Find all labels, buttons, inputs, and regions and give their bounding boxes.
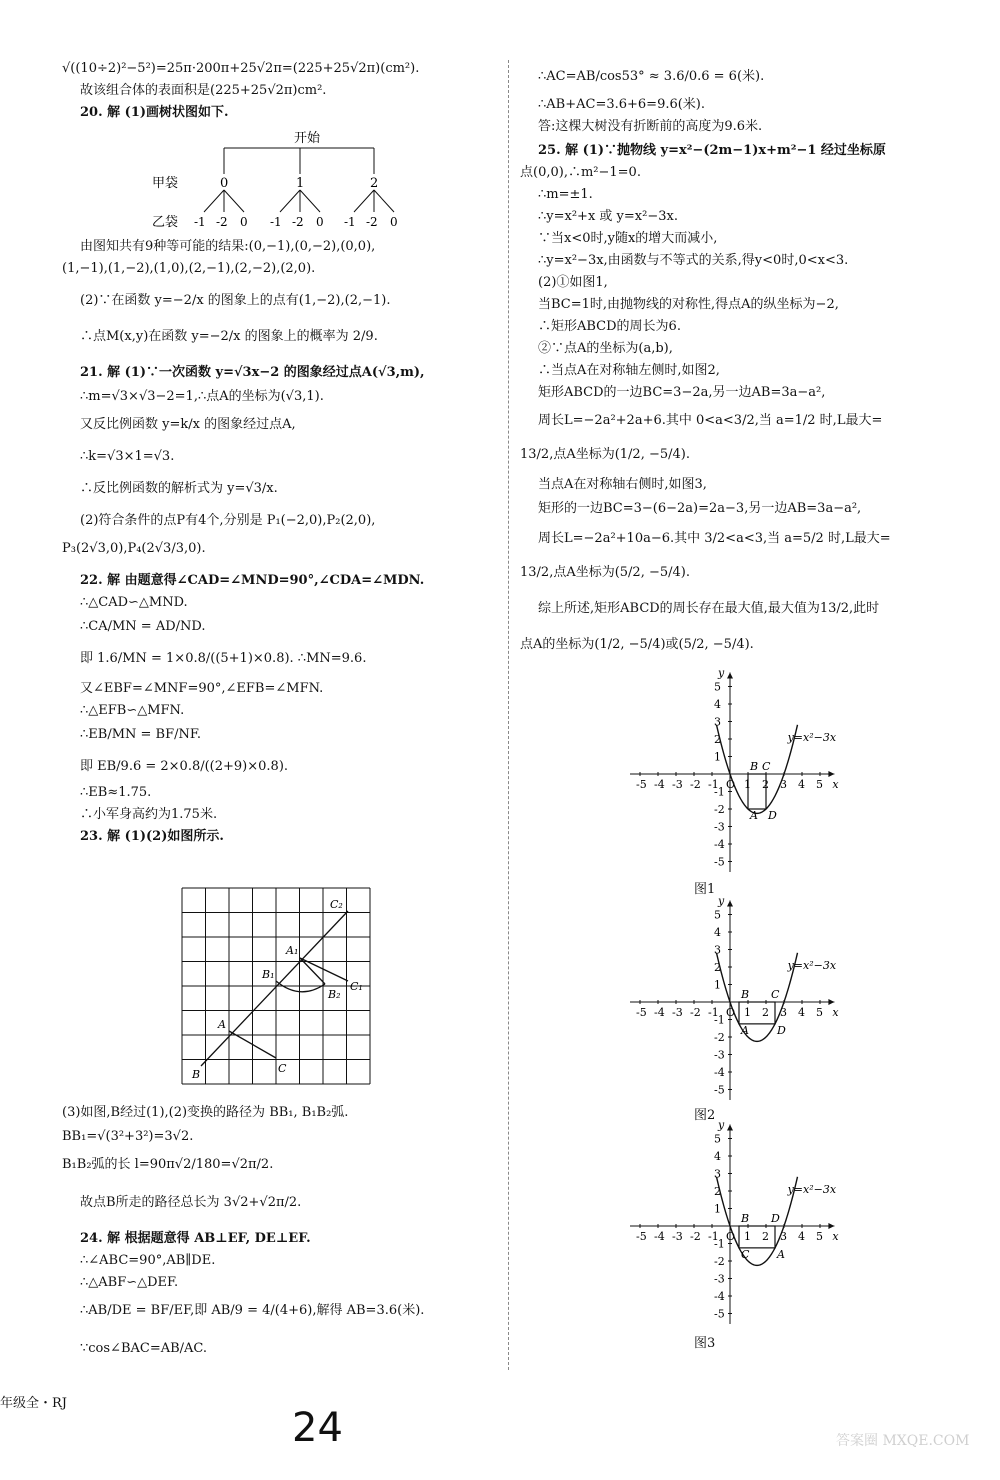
y-axis-label: y <box>718 1120 725 1132</box>
x-axis-label: x <box>832 1230 839 1243</box>
x-tick-label: 1 <box>744 778 751 791</box>
y-tick-label: -4 <box>714 838 725 851</box>
y-tick-label: 4 <box>714 698 721 711</box>
function-label: y=x²−3x <box>787 730 837 744</box>
point-label: C₁ <box>350 980 363 993</box>
svg-text:-2: -2 <box>216 215 228 229</box>
y-tick-label: 1 <box>714 750 721 764</box>
text-line: ∴矩形ABCD的周长为6. <box>538 319 681 334</box>
y-tick-label: -2 <box>714 1255 725 1268</box>
y-tick-label: -1 <box>714 1013 725 1027</box>
y-tick-label: 2 <box>714 961 721 974</box>
problem-20-heading: 20. 解 (1)画树状图如下. <box>80 105 229 120</box>
point-label: D <box>771 1212 780 1225</box>
x-tick-label: -4 <box>654 1006 665 1019</box>
x-axis-label: x <box>832 1006 839 1019</box>
text-line: B₁B₂弧的长 l=90π√2/180=√2π/2. <box>62 1157 274 1172</box>
text-line: 答:这棵大树没有折断前的高度为9.6米. <box>538 119 763 134</box>
x-tick-label: 1 <box>744 1006 751 1019</box>
text-line: (2)①如图1, <box>538 275 608 290</box>
text-line: ∴m=±1. <box>538 187 593 202</box>
text-line: BB₁=√(3²+3²)=3√2. <box>62 1129 194 1144</box>
parabola-graph-3 <box>630 1120 850 1332</box>
page-number: 24 <box>292 1405 343 1451</box>
text-line: ∴当点A在对称轴左侧时,如图2, <box>538 363 720 378</box>
x-tick-label: -2 <box>690 1230 701 1243</box>
watermark-logo <box>830 1405 990 1475</box>
text-line: ∴EB/MN = BF/NF. <box>80 727 201 742</box>
point-label: A₁ <box>286 944 299 957</box>
text-line: ∴∠ABC=90°,AB∥DE. <box>80 1253 216 1268</box>
tree-diagram <box>152 130 412 240</box>
y-tick-label: -4 <box>714 1066 725 1079</box>
parabola-graph-2 <box>630 896 850 1108</box>
x-tick-label: 2 <box>762 1006 769 1019</box>
y-tick-label: 1 <box>714 978 721 992</box>
figure-caption: 图2 <box>694 1108 716 1123</box>
y-tick-label: 4 <box>714 926 721 939</box>
x-tick-label: -4 <box>654 778 665 791</box>
function-label: y=x²−3x <box>787 1182 837 1196</box>
x-tick-label: -2 <box>690 778 701 791</box>
text-line: 13/2,点A坐标为(5/2, −5/4). <box>520 565 690 580</box>
y-axis-label: y <box>718 668 725 680</box>
text-line: √((10÷2)²−5²)=25π·200π+25√2π=(225+25√2π)(cm²). <box>62 61 420 76</box>
text-line: ∴△ABF∽△DEF. <box>80 1275 179 1290</box>
x-tick-label: O <box>726 1230 736 1243</box>
x-tick-label: -5 <box>636 1230 647 1243</box>
y-tick-label: -1 <box>714 785 725 799</box>
svg-text:0: 0 <box>240 215 248 229</box>
y-axis-arrow-icon <box>727 901 733 907</box>
text-line: 故点B所走的路径总长为 3√2+√2π/2. <box>80 1195 302 1210</box>
tree-bag1-label: 甲袋 <box>152 176 179 191</box>
x-axis-arrow-icon <box>828 1223 834 1229</box>
tree-bag2-label: 乙袋 <box>152 215 179 230</box>
column-divider <box>508 60 509 1370</box>
text-line: (2)符合条件的点P有4个,分别是 P₁(−2,0),P₂(2,0), <box>80 513 376 528</box>
text-line: (2)∵在函数 y=−2/x 的图象上的点有(1,−2),(2,−1). <box>80 293 391 308</box>
tree-node: 1 <box>296 176 305 191</box>
x-tick-label: -1 <box>708 1006 719 1019</box>
x-tick-label: -5 <box>636 778 647 791</box>
text-line: 又∠EBF=∠MNF=90°,∠EFB=∠MFN. <box>80 681 324 696</box>
x-tick-label: 4 <box>798 1006 805 1019</box>
svg-text:-1: -1 <box>194 215 206 229</box>
parabola-curve <box>717 1177 798 1266</box>
x-tick-label: 3 <box>780 1006 787 1019</box>
y-tick-label: 2 <box>714 733 721 746</box>
point-label: B <box>741 1212 750 1225</box>
text-line: ∵cos∠BAC=AB/AC. <box>80 1341 208 1356</box>
x-tick-label: O <box>726 778 736 791</box>
x-tick-label: -4 <box>654 1230 665 1243</box>
y-axis-label: y <box>718 896 725 908</box>
text-line: 点A的坐标为(1/2, −5/4)或(5/2, −5/4). <box>520 637 754 652</box>
svg-text:-1: -1 <box>270 215 282 229</box>
y-tick-label: 3 <box>714 715 721 729</box>
x-tick-label: -1 <box>708 1230 719 1243</box>
x-tick-label: 5 <box>816 1006 823 1019</box>
y-tick-label: 3 <box>714 943 721 957</box>
tree-node: 2 <box>370 176 379 191</box>
text-line: ②∵点A的坐标为(a,b), <box>538 341 673 356</box>
text-line: ∵当x<0时,y随x的增大而减小, <box>538 231 718 246</box>
edition-footer: 年级全・RJ <box>0 1396 67 1411</box>
text-line: 当BC=1时,由抛物线的对称性,得点A的纵坐标为−2, <box>538 297 839 312</box>
point-label: D <box>768 809 777 822</box>
text-line: ∴y=x²−3x,由函数与不等式的关系,得y<0时,0<x<3. <box>538 253 849 268</box>
problem-25-heading: 25. 解 (1)∵抛物线 y=x²−(2m−1)x+m²−1 经过坐标原 <box>538 143 886 158</box>
text-line: 点(0,0),∴m²−1=0. <box>520 165 641 180</box>
problem-23-heading: 23. 解 (1)(2)如图所示. <box>80 829 224 844</box>
text-line: 即 EB/9.6 = 2×0.8/((2+9)×0.8). <box>80 759 289 774</box>
x-axis-arrow-icon <box>828 999 834 1005</box>
x-tick-label: 5 <box>816 1230 823 1243</box>
x-tick-label: 4 <box>798 1230 805 1243</box>
x-tick-label: 4 <box>798 778 805 791</box>
svg-text:0: 0 <box>316 215 324 229</box>
y-tick-label: -1 <box>714 1237 725 1251</box>
y-tick-label: -3 <box>714 1048 725 1062</box>
text-line: ∴CA/MN = AD/ND. <box>80 619 206 634</box>
text-line: ∴AB/DE = BF/EF,即 AB/9 = 4/(4+6),解得 AB=3.6(米). <box>80 1303 425 1318</box>
svg-text:-1: -1 <box>344 215 356 229</box>
text-line: ∴k=√3×1=√3. <box>80 449 175 464</box>
y-tick-label: 5 <box>714 908 721 922</box>
y-tick-label: 4 <box>714 1150 721 1163</box>
parabola-graph-1 <box>630 668 850 880</box>
point-label: D <box>777 1023 786 1037</box>
text-line: ∴y=x²+x 或 y=x²−3x. <box>538 209 678 224</box>
text-line: ∴△EFB∽△MFN. <box>80 703 185 718</box>
point-label: B <box>192 1068 201 1081</box>
point-label: A <box>750 809 758 822</box>
problem-22-heading: 22. 解 由题意得∠CAD=∠MND=90°,∠CDA=∠MDN. <box>80 573 425 588</box>
y-tick-label: -5 <box>714 855 725 869</box>
point-label: A <box>777 1247 785 1261</box>
x-tick-label: 3 <box>780 778 787 791</box>
problem-21-heading: 21. 解 (1)∵一次函数 y=√3x−2 的图象经过点A(√3,m), <box>80 365 425 380</box>
text-line: ∴EB≈1.75. <box>80 785 152 800</box>
point-label: C <box>278 1062 287 1075</box>
point-label: C <box>762 760 771 773</box>
text-line: ∴反比例函数的解析式为 y=√3/x. <box>80 481 278 496</box>
x-tick-label: -3 <box>672 778 683 791</box>
point-label: C₂ <box>330 898 343 911</box>
text-line: ∴AB+AC=3.6+6=9.6(米). <box>538 97 706 112</box>
x-tick-label: -2 <box>690 1006 701 1019</box>
function-label: y=x²−3x <box>787 958 837 972</box>
text-line: 即 1.6/MN = 1×0.8/((5+1)×0.8). ∴MN=9.6. <box>80 651 367 666</box>
text-line: ∴点M(x,y)在函数 y=−2/x 的图象上的概率为 2/9. <box>80 329 378 344</box>
point-label: A <box>741 1023 749 1037</box>
text-line: 由图知共有9种等可能的结果:(0,−1),(0,−2),(0,0), <box>80 239 376 254</box>
svg-text:0: 0 <box>390 215 398 229</box>
y-tick-label: 3 <box>714 1167 721 1181</box>
text-line: (1,−1),(1,−2),(1,0),(2,−1),(2,−2),(2,0). <box>62 261 316 276</box>
y-tick-label: 1 <box>714 1202 721 1216</box>
y-tick-label: -5 <box>714 1083 725 1097</box>
y-tick-label: -2 <box>714 803 725 816</box>
text-line: 矩形ABCD的一边BC=3−2a,另一边AB=3a−a², <box>538 385 826 400</box>
y-axis-arrow-icon <box>727 673 733 679</box>
text-line: ∴m=√3×√3−2=1,∴点A的坐标为(√3,1). <box>80 389 324 404</box>
tree-node: 0 <box>220 176 229 191</box>
x-tick-label: 1 <box>744 1230 751 1243</box>
y-tick-label: -3 <box>714 1272 725 1286</box>
text-line: 当点A在对称轴右侧时,如图3, <box>538 477 707 492</box>
x-tick-label: -5 <box>636 1006 647 1019</box>
text-line: ∴AC=AB/cos53° ≈ 3.6/0.6 = 6(米). <box>538 69 765 84</box>
text-line: 周长L=−2a²+2a+6.其中 0<a<3/2,当 a=1/2 时,L最大= <box>538 413 883 428</box>
svg-text:-2: -2 <box>292 215 304 229</box>
point-label: A <box>218 1018 226 1031</box>
point-label: B₁ <box>262 968 275 981</box>
text-line: 周长L=−2a²+10a−6.其中 3/2<a<3,当 a=5/2 时,L最大= <box>538 531 891 546</box>
text-line: ∴小军身高约为1.75米. <box>80 807 218 822</box>
x-tick-label: 2 <box>762 1230 769 1243</box>
text-line: (3)如图,B经过(1),(2)变换的路径为 BB₁, B₁B₂弧. <box>62 1105 349 1120</box>
x-tick-label: 3 <box>780 1230 787 1243</box>
x-tick-label: -3 <box>672 1006 683 1019</box>
y-tick-label: 2 <box>714 1185 721 1198</box>
y-axis-arrow-icon <box>727 1125 733 1131</box>
y-tick-label: 5 <box>714 680 721 694</box>
text-line: 又反比例函数 y=k/x 的图象经过点A, <box>80 417 296 432</box>
y-tick-label: -2 <box>714 1031 725 1044</box>
x-tick-label: -3 <box>672 1230 683 1243</box>
text-line: 故该组合体的表面积是(225+25√2π)cm². <box>80 83 327 98</box>
x-tick-label: -1 <box>708 778 719 791</box>
point-label: C <box>741 1247 750 1261</box>
text-line: ∴△CAD∽△MND. <box>80 595 188 610</box>
tree-root-label: 开始 <box>294 131 321 146</box>
point-label: B <box>741 988 750 1001</box>
point-label: B₂ <box>328 988 341 1001</box>
text-line: 矩形的一边BC=3−(6−2a)=2a−3,另一边AB=3a−a², <box>538 501 862 516</box>
x-tick-label: 2 <box>762 778 769 791</box>
y-tick-label: -4 <box>714 1290 725 1303</box>
point-label: B <box>750 760 759 773</box>
svg-text:答案圈 MXQE.COM: 答案圈 MXQE.COM <box>836 1433 970 1449</box>
y-tick-label: -5 <box>714 1307 725 1321</box>
text-line: 综上所述,矩形ABCD的周长存在最大值,最大值为13/2,此时 <box>538 601 880 616</box>
grid-transformation-figure <box>180 886 380 1086</box>
y-tick-label: 5 <box>714 1132 721 1146</box>
x-tick-label: 5 <box>816 778 823 791</box>
text-line: 13/2,点A坐标为(1/2, −5/4). <box>520 447 690 462</box>
figure-caption: 图1 <box>694 882 716 897</box>
text-line: P₃(2√3,0),P₄(2√3/3,0). <box>62 541 206 556</box>
point-label: C <box>771 988 780 1001</box>
problem-24-heading: 24. 解 根据题意得 AB⊥EF, DE⊥EF. <box>80 1231 311 1246</box>
x-axis-label: x <box>832 778 839 791</box>
x-axis-arrow-icon <box>828 771 834 777</box>
y-tick-label: -3 <box>714 820 725 834</box>
figure-caption: 图3 <box>694 1336 716 1351</box>
svg-text:-2: -2 <box>366 215 378 229</box>
x-tick-label: O <box>726 1006 736 1019</box>
